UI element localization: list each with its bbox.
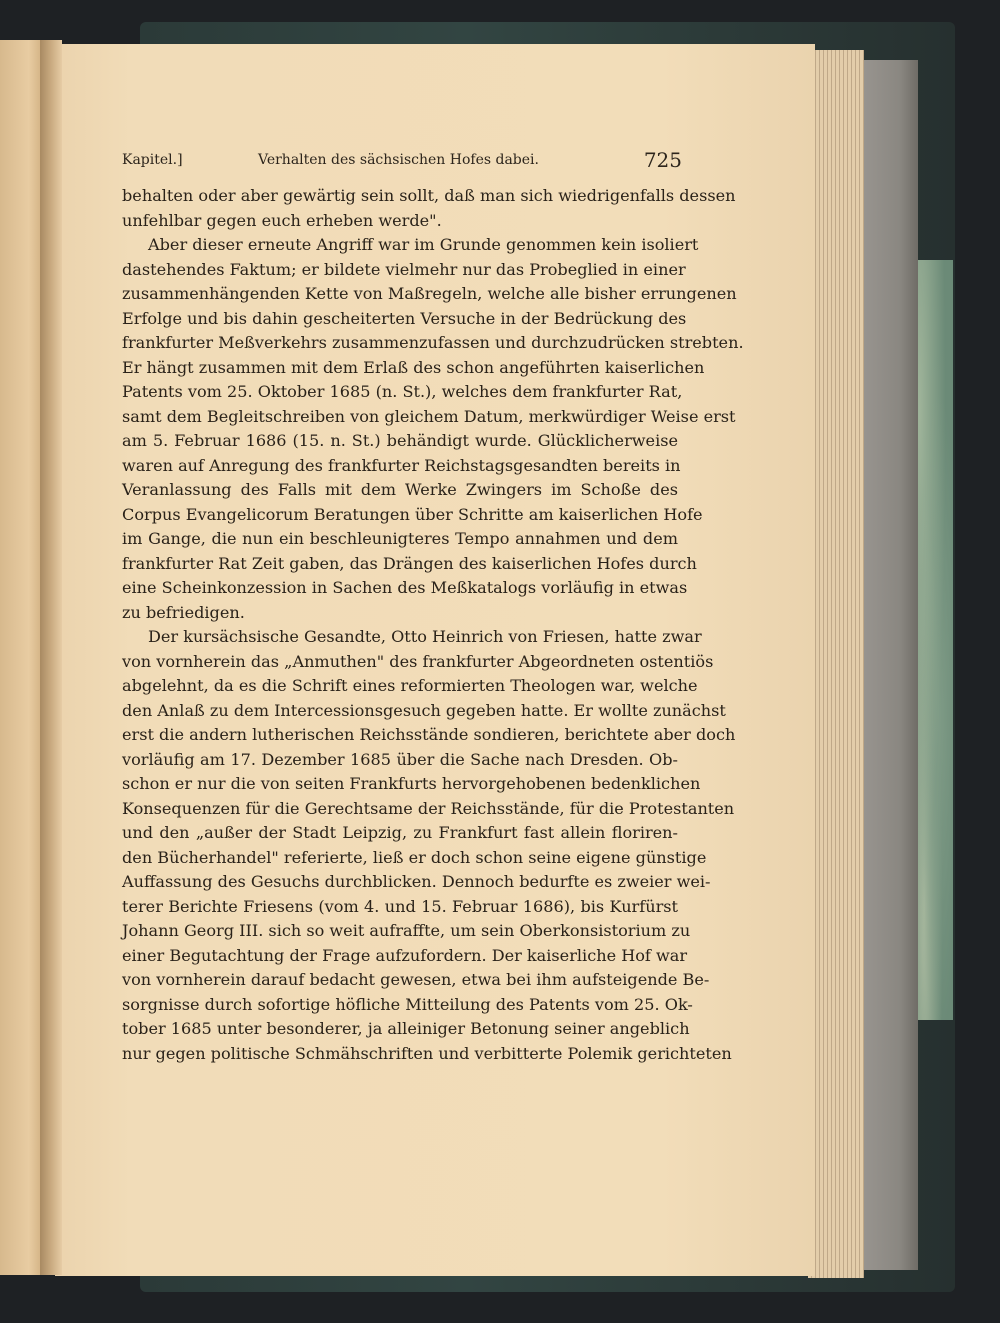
text-line: erst die andern lutherischen Reichsstände sondieren, berichtete aber doch (122, 725, 736, 744)
text-line: frankfurter Meßverkehrs zusammenzufassen und durchzudrücken strebten. (122, 333, 744, 352)
header-title: Verhalten des sächsischen Hofes dabei. (258, 152, 539, 168)
body-text (122, 184, 744, 1066)
text-line: frankfurter Rat Zeit gaben, das Drängen des kaiserlichen Hofes durch (122, 553, 697, 573)
page-block-shadow (858, 60, 918, 1270)
text-line: Konsequenzen für die Gerechtsame der Reichsstände, für die Protestanten (122, 798, 735, 818)
text-line: eine Scheinkonzession in Sachen des Meßkatalogs vorläufig in etwas (122, 578, 688, 597)
text-line: terer Berichte Friesens (vom 4. und 15. Februar 1686), bis Kurfürst (122, 896, 678, 916)
text-line: samt dem Begleitschreiben von gleichem Datum, merkwürdiger Weise erst (122, 406, 736, 426)
book-gutter (40, 40, 62, 1275)
text-line: zusammenhängenden Kette von Maßregeln, welche alle bisher errungenen (122, 284, 737, 303)
text-line: schon er nur die von seiten Frankfurts hervorgehobenen bedenklichen (122, 774, 701, 793)
text-line: den Anlaß zu dem Intercessionsgesuch gegeben hatte. Er wollte zunächst (122, 700, 726, 720)
text-line: nur gegen politische Schmähschriften und verbitterte Polemik gerichteten (122, 1043, 732, 1063)
text-line: Patents vom 25. Oktober 1685 (n. St.), welches dem frankfurter Rat, (122, 382, 683, 401)
text-line: am 5. Februar 1686 (15. n. St.) behändigt wurde. Glücklicherweise (122, 431, 678, 450)
text-line: vorläufig am 17. Dezember 1685 über die Sache nach Dresden. Ob- (122, 749, 678, 769)
text-line: zu befriedigen. (122, 602, 245, 622)
text-line: tober 1685 unter besonderer, ja alleiniger Betonung seiner angeblich (122, 1019, 690, 1038)
text-line: Corpus Evangelicorum Beratungen über Schritte am kaiserlichen Hofe (122, 504, 703, 524)
text-line: den Bücherhandel" referierte, ließ er doch schon seine eigene günstige (122, 847, 707, 867)
page-number: 725 (643, 148, 682, 172)
text-line: unfehlbar gegen euch erheben werde". (122, 210, 442, 230)
text-line: Aber dieser erneute Angriff war im Grunde genommen kein isoliert (148, 235, 699, 254)
page-edges (808, 50, 864, 1278)
text-line: Auffassung des Gesuchs durchblicken. Dennoch bedurfte es zweier wei- (122, 872, 711, 891)
text-line: waren auf Anregung des frankfurter Reichstagsgesandten bereits in (122, 455, 681, 475)
text-line: Johann Georg III. sich so weit aufraffte, um sein Oberkonsistorium zu (122, 921, 691, 940)
text-line: Er hängt zusammen mit dem Erlaß des schon angeführten kaiserlichen (122, 357, 705, 377)
text-line: einer Begutachtung der Frage aufzufordern. Der kaiserliche Hof war (122, 945, 688, 965)
running-header (122, 148, 682, 174)
text-line: dastehendes Faktum; er bildete vielmehr nur das Probeglied in einer (122, 259, 686, 279)
text-line: behalten oder aber gewärtig sein sollt, daß man sich wiedrigenfalls dessen (122, 186, 736, 205)
text-line: und den „außer der Stadt Leipzig, zu Frankfurt fast allein floriren- (122, 823, 678, 842)
text-line: abgelehnt, da es die Schrift eines reformierten Theologen war, welche (122, 676, 698, 695)
text-line: Erfolge und bis dahin gescheiterten Versuche in der Bedrückung des (122, 308, 687, 328)
text-line: sorgnisse durch sofortige höfliche Mitteilung des Patents vom 25. Ok- (122, 994, 693, 1014)
text-line: Veranlassung des Falls mit dem Werke Zwingers im Schoße des (122, 480, 678, 499)
text-line: Der kursächsische Gesandte, Otto Heinrich von Friesen, hatte zwar (148, 627, 702, 646)
text-line: von vornherein darauf bedacht gewesen, etwa bei ihm aufsteigende Be- (122, 970, 710, 989)
text-line: von vornherein das „Anmuthen" des frankfurter Abgeordneten ostentiös (122, 651, 714, 671)
text-line: im Gange, die nun ein beschleunigteres Tempo annahmen und dem (122, 529, 678, 548)
header-chapter: Kapitel.] (122, 152, 183, 168)
